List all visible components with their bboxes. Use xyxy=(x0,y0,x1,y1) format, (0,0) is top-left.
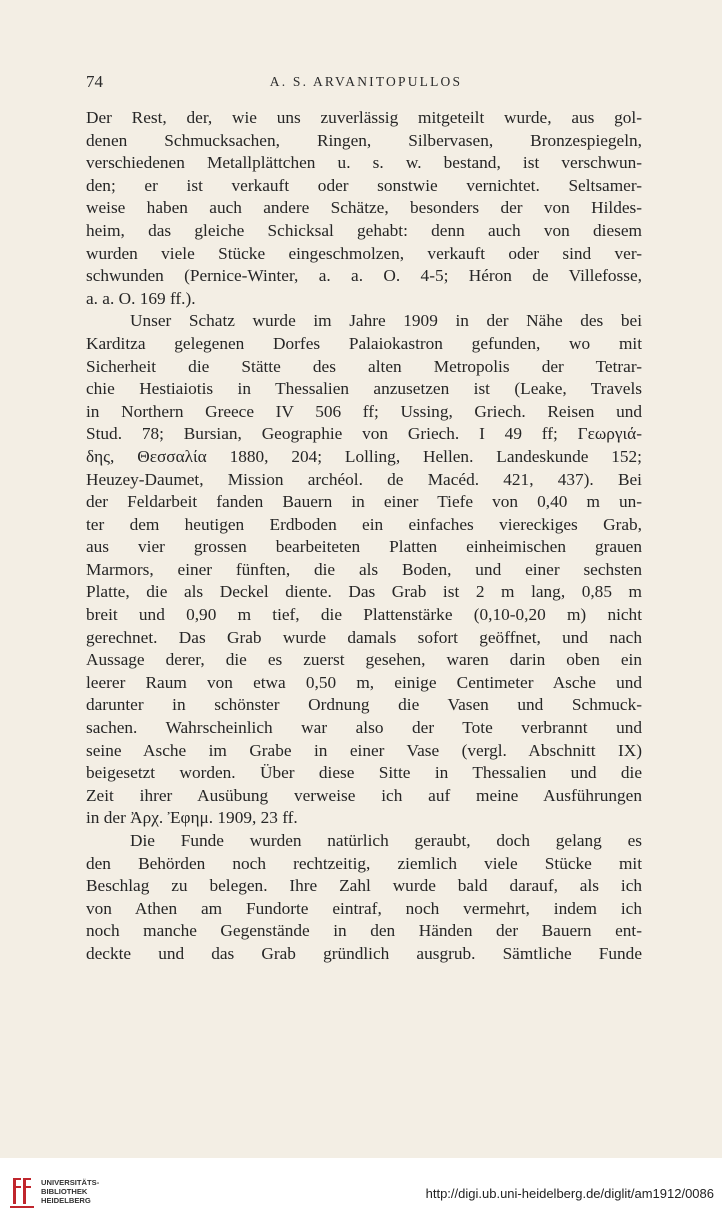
page-number: 74 xyxy=(86,72,103,91)
text-line: Heuzey-Daumet, Mission archéol. de Macéd. 421, 437). Bei xyxy=(86,469,642,489)
text-line: seine Asche im Grabe in einer Vase (vergl. Abschnitt IX) xyxy=(86,740,642,760)
text-line: von Athen am Fundorte eintraf, noch vermehrt, indem ich xyxy=(86,898,642,918)
text-line: Karditza gelegenen Dorfes Palaiokastron gefunden, wo mit xyxy=(86,333,642,353)
viewer-footer xyxy=(0,1158,722,1224)
text-line: denen Schmucksachen, Ringen, Silbervasen, Bronzespiegeln, xyxy=(86,130,642,150)
text-line: gerechnet. Das Grab wurde damals sofort geöffnet, und nach xyxy=(86,627,642,647)
text-line: den Behörden noch rechtzeitig, ziemlich viele Stücke mit xyxy=(86,853,642,873)
text-line: verschiedenen Metallplättchen u. s. w. bestand, ist verschwun- xyxy=(86,153,642,173)
text-line: wurden viele Stücke eingeschmolzen, verkauft oder sind ver- xyxy=(86,243,642,263)
paragraph-start-line: Unser Schatz wurde im Jahre 1909 in der Nähe des bei xyxy=(130,311,642,331)
text-line: Platte, die als Deckel diente. Das Grab ist 2 m lang, 0,85 m xyxy=(86,582,642,602)
text-line: ter dem heutigen Erdboden ein einfaches viereckiges Grab, xyxy=(86,514,642,534)
library-name-line: HEIDELBERG xyxy=(41,1196,91,1205)
text-line: weise haben auch andere Schätze, besonders der von Hildes- xyxy=(86,198,642,218)
text-line: Aussage derer, die es zuerst gesehen, waren darin oben ein xyxy=(86,650,642,670)
text-line: den; er ist verkauft oder sonstwie vernichtet. Seltsamer- xyxy=(86,175,642,195)
text-line: darunter in schönster Ordnung die Vasen und Schmuck- xyxy=(86,695,642,715)
text-line: Marmors, einer fünften, die als Boden, und einer sechsten xyxy=(86,559,642,579)
text-line: in Northern Greece IV 506 ff; Ussing, Griech. Reisen und xyxy=(86,401,642,421)
permalink-url[interactable]: http://digi.ub.uni-heidelberg.de/diglit/am1912/0086 xyxy=(425,1186,714,1201)
text-line: noch manche Gegenstände in den Händen der Bauern ent- xyxy=(86,921,642,941)
paragraph-start-line: Die Funde wurden natürlich geraubt, doch gelang es xyxy=(130,831,642,850)
text-line: der Feldarbeit fanden Bauern in einer Tiefe von 0,40 m un- xyxy=(86,492,642,512)
text-line: beigesetzt worden. Über diese Sitte in Thessalien und die xyxy=(86,763,642,783)
text-line: a. a. O. 169 ff.). xyxy=(86,288,196,308)
text-line: deckte und das Grab gründlich ausgrub. Sämtliche Funde xyxy=(86,943,642,963)
running-head xyxy=(86,72,646,96)
text-line: in der Ἀρχ. Ἐφημ. 1909, 23 ff. xyxy=(86,808,298,828)
text-line: breit und 0,90 m tief, die Plattenstärke (0,10-0,20 m) nicht xyxy=(86,605,642,625)
text-line: Zeit ihrer Ausübung verweise ich auf meine Ausführungen xyxy=(86,785,642,805)
library-name-line: UNIVERSITÄTS- xyxy=(41,1178,100,1187)
running-title: A. S. ARVANITOPULLOS xyxy=(269,74,463,89)
text-line: schwunden (Pernice-Winter, a. a. O. 4-5; Héron de Villefosse, xyxy=(86,266,642,286)
text-line: heim, das gleiche Schicksal gehabt: denn auch von diesem xyxy=(86,220,642,240)
text-line: Sicherheit die Stätte des alten Metropolis der Tetrar- xyxy=(86,356,642,376)
text-line: aus vier grossen bearbeiteten Platten einheimischen grauen xyxy=(86,537,642,557)
library-seal-icon xyxy=(7,1174,37,1210)
text-line: Stud. 78; Bursian, Geographie von Griech. I 49 ff; Γεωργιά- xyxy=(86,424,642,444)
text-line: chie Hestiaiotis in Thessalien anzusetzen ist (Leake, Travels xyxy=(86,379,642,399)
text-line: δης, Θεσσαλία 1880, 204; Lolling, Hellen. Landeskunde 152; xyxy=(86,446,642,466)
text-line: sachen. Wahrscheinlich war also der Tote verbrannt und xyxy=(86,718,642,738)
text-line: leerer Raum von etwa 0,50 m, einige Centimeter Asche und xyxy=(86,672,642,692)
body-text xyxy=(86,107,642,966)
text-line: Beschlag zu belegen. Ihre Zahl wurde bald darauf, als ich xyxy=(86,876,642,896)
text-line: Der Rest, der, wie uns zuverlässig mitgeteilt wurde, aus gol- xyxy=(86,108,642,127)
library-name-line: BIBLIOTHEK xyxy=(41,1187,88,1196)
library-name xyxy=(41,1178,99,1205)
